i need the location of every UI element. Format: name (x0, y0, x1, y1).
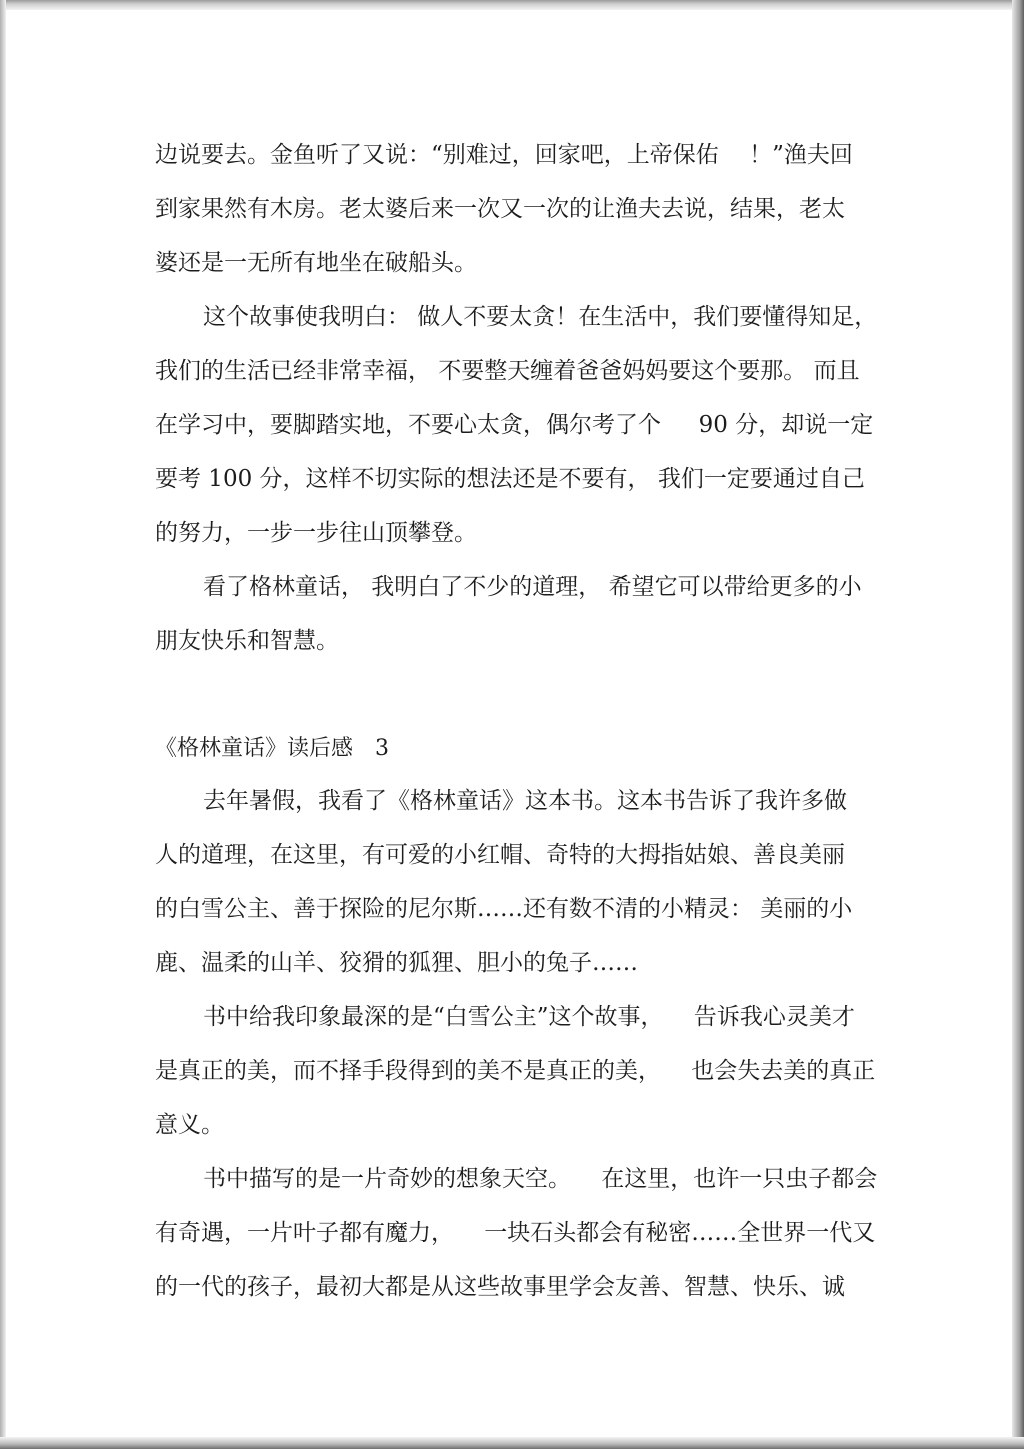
text-line: 到家果然有木房。老太婆后来一次又一次的让渔夫去说，结果，老太 (155, 196, 845, 222)
text-line: 人的道理，在这里，有可爱的小红帽、奇特的大拇指姑娘、善良美丽 (155, 842, 845, 868)
page-edge-right (1012, 0, 1024, 1449)
page-edge-bottom (0, 1437, 1024, 1449)
text-line: 是真正的美，而不择手段得到的美不是真正的美， 也会失去美的真正 (155, 1058, 876, 1084)
text-line: 我们的生活已经非常幸福， 不要整天缠着爸爸妈妈要这个要那。 而且 (155, 358, 860, 384)
paragraph-2 (155, 290, 878, 560)
text-line: 有奇遇，一片叶子都有魔力， 一块石头都会有秘密……全世界一代又 (155, 1220, 876, 1246)
text-line: 边说要去。金鱼听了又说：“别难过，回家吧，上帝保佑 ！”渔夫回 (155, 142, 853, 168)
paragraph-4 (155, 774, 867, 990)
text-line: 去年暑假，我看了《格林童话》这本书。这本书告诉了我许多做 (203, 788, 847, 814)
text-line: 鹿、温柔的山羊、狡猾的狐狸、胆小的兔子…… (155, 950, 638, 976)
paragraph-5 (155, 990, 876, 1152)
text-line: 看了格林童话， 我明白了不少的道理， 希望它可以带给更多的小 (203, 574, 862, 600)
text-line: 书中描写的是一片奇妙的想象天空。 在这里，也许一只虫子都会 (203, 1166, 878, 1192)
document-body (155, 128, 878, 1314)
paragraph-6 (155, 1152, 878, 1314)
text-line: 的白雪公主、善于探险的尼尔斯……还有数不清的小精灵： 美丽的小 (155, 896, 853, 922)
paragraph-1 (155, 128, 867, 290)
text-line: 朋友快乐和智慧。 (155, 628, 339, 654)
text-line: 婆还是一无所有地坐在破船头。 (155, 250, 477, 276)
text-line: 在学习中，要脚踏实地，不要心太贪，偶尔考了个 90 分，却说一定 (155, 412, 874, 438)
paragraph-3 (155, 560, 867, 668)
section-spacer (155, 668, 867, 724)
text-line: 意义。 (155, 1112, 224, 1138)
text-line: 要考 100 分，这样不切实际的想法还是不要有， 我们一定要通过自己 (155, 466, 865, 492)
page-edge-left (0, 0, 6, 1449)
text-line: 的一代的孩子，最初大都是从这些故事里学会友善、智慧、快乐、诚 (155, 1274, 845, 1300)
page-edge-top (0, 0, 1024, 10)
section-heading: 《格林童话》读后感 3 (155, 736, 389, 761)
text-line: 书中给我印象最深的是“白雪公主”这个故事， 告诉我心灵美才 (203, 1004, 855, 1030)
text-line: 的努力，一步一步往山顶攀登。 (155, 520, 477, 546)
text-line: 这个故事使我明白： 做人不要太贪！在生活中，我们要懂得知足， (203, 304, 878, 330)
